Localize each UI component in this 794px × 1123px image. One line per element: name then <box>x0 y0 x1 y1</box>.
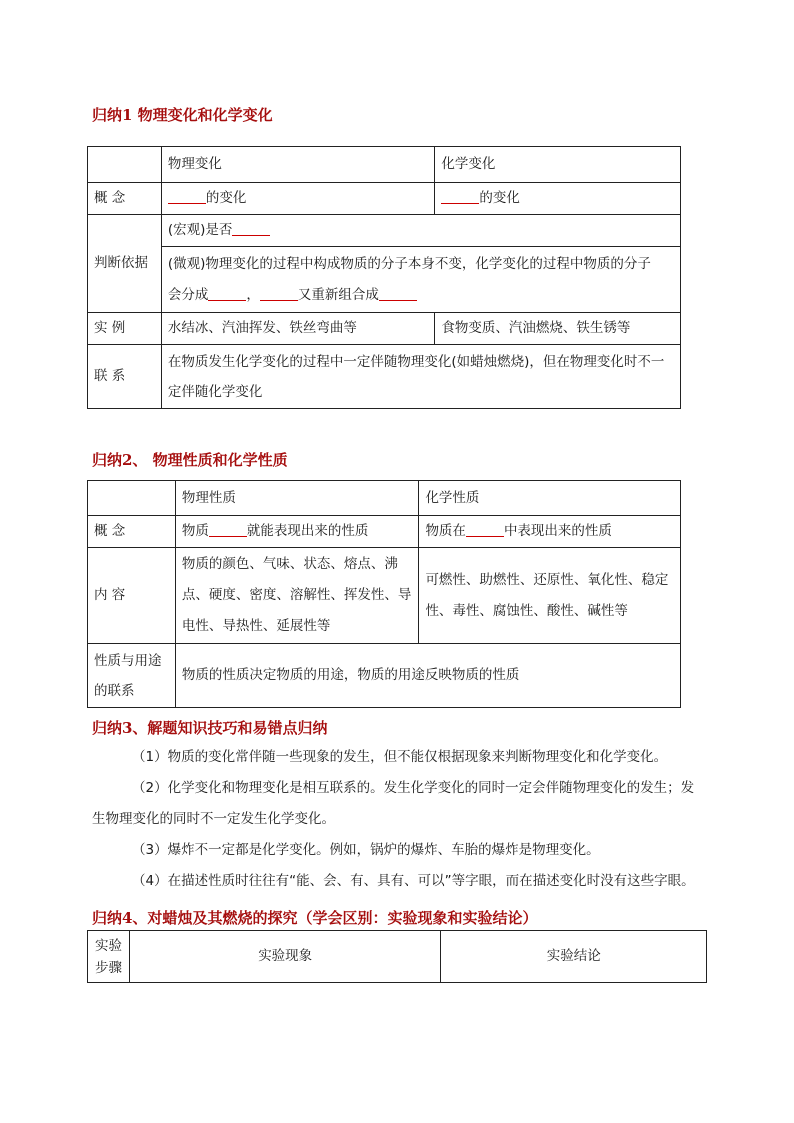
fill-blank <box>232 234 270 236</box>
use-text: 物质的性质决定物质的用途，物质的用途反映物质的性质 <box>175 644 680 708</box>
table-head-physical-property: 物理性质 <box>175 481 419 516</box>
concept-chemical-property: 物质在 中表现出来的性质 <box>419 516 681 548</box>
judge-micro: (微观)物理变化的过程中构成物质的分子本身不变，化学变化的过程中物质的分子 会分成 ， 又重新组合成 <box>161 247 680 313</box>
col-experiment-step: 实验步骤 <box>88 931 130 983</box>
row-label-relation: 联 系 <box>88 345 162 409</box>
fill-blank <box>168 202 206 204</box>
fill-blank <box>209 535 247 537</box>
table-physical-chemical-property <box>87 480 681 708</box>
example-physical: 水结冰、汽油挥发、铁丝弯曲等 <box>161 313 435 345</box>
fill-blank <box>208 299 246 301</box>
tip-1: （1）物质的变化常伴随一些现象的发生，但不能仅根据现象来判断物理变化和化学变化。 <box>132 749 668 765</box>
concept-chemical: 的变化 <box>435 183 681 215</box>
row-label-content: 内 容 <box>88 548 176 644</box>
section-heading-1: 归纳1 物理变化和化学变化 <box>92 106 273 124</box>
tips-list <box>0 742 794 897</box>
example-chemical: 食物变质、汽油燃烧、铁生锈等 <box>435 313 681 345</box>
table-candle-experiment <box>87 930 707 983</box>
concept-physical: 的变化 <box>161 183 435 215</box>
row-label-use: 性质与用途的联系 <box>88 644 176 708</box>
section-heading-4: 归纳4、对蜡烛及其燃烧的探究（学会区别：实验现象和实验结论） <box>92 909 538 927</box>
tip-3: （3）爆炸不一定都是化学变化。例如，锅炉的爆炸、车胎的爆炸是物理变化。 <box>132 842 600 858</box>
table-head-chemical-property: 化学性质 <box>419 481 681 516</box>
fill-blank <box>441 202 479 204</box>
judge-macro: (宏观)是否 <box>161 215 680 247</box>
section-heading-3: 归纳3、解题知识技巧和易错点归纳 <box>92 719 328 737</box>
row-label-concept: 概 念 <box>88 183 162 215</box>
row-label-concept: 概 念 <box>88 516 176 548</box>
row-label-example: 实 例 <box>88 313 162 345</box>
tip-4: （4）在描述性质时往往有“能、会、有、具有、可以”等字眼，而在描述变化时没有这些字眼。 <box>132 873 695 889</box>
content-physical: 物质的颜色、气味、状态、熔点、沸点、硬度、密度、溶解性、挥发性、导电性、导热性、延展性等 <box>175 548 419 644</box>
table-head-physical-change: 物理变化 <box>161 147 435 183</box>
table-physical-chemical-change <box>87 146 681 409</box>
relation-text: 在物质发生化学变化的过程中一定伴随物理变化(如蜡烛燃烧)，但在物理变化时不一定伴随化学变化 <box>161 345 680 409</box>
table-head-empty <box>88 147 162 183</box>
col-experiment-phenomenon: 实验现象 <box>129 931 440 983</box>
table-head-empty <box>88 481 176 516</box>
fill-blank <box>379 299 417 301</box>
table-head-chemical-change: 化学变化 <box>435 147 681 183</box>
fill-blank <box>466 535 504 537</box>
fill-blank <box>260 299 298 301</box>
row-label-judgment: 判断依据 <box>88 215 162 313</box>
tip-2-cont: 生物理变化的同时不一定发生化学变化。 <box>92 811 335 827</box>
tip-2: （2）化学变化和物理变化是相互联系的。发生化学变化的同时一定会伴随物理变化的发生；发 <box>132 780 695 796</box>
concept-physical-property: 物质 就能表现出来的性质 <box>175 516 419 548</box>
col-experiment-conclusion: 实验结论 <box>441 931 707 983</box>
content-chemical: 可燃性、助燃性、还原性、氧化性、稳定性、毒性、腐蚀性、酸性、碱性等 <box>419 548 681 644</box>
section-heading-2: 归纳2、 物理性质和化学性质 <box>92 451 288 469</box>
